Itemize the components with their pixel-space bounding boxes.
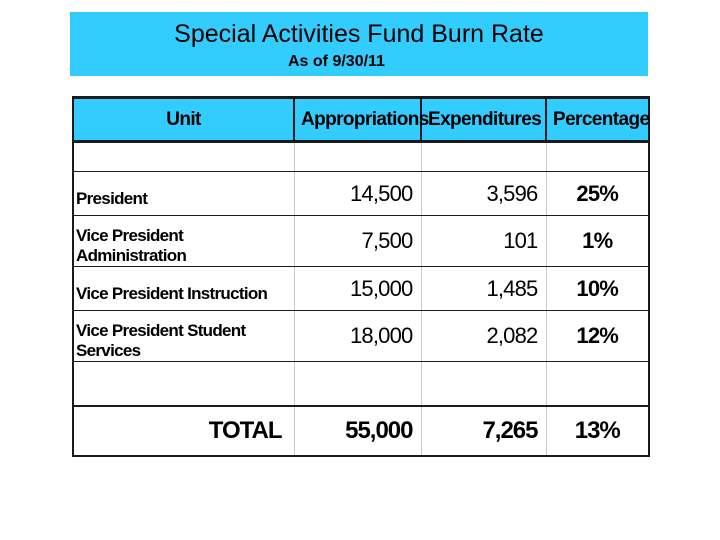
cell-appropriations: 15,000 — [294, 267, 421, 311]
column-header-appropriations: Appropriations — [294, 98, 421, 142]
cell-expenditures: 3,596 — [421, 172, 546, 216]
cell-appropriations: 14,500 — [294, 172, 421, 216]
cell-unit: President — [73, 172, 294, 216]
cell-percentage: 25% — [546, 172, 649, 216]
total-appropriations: 55,000 — [294, 406, 421, 456]
table-header-row — [73, 98, 649, 142]
cell-percentage: 12% — [546, 311, 649, 362]
cell-appropriations: 7,500 — [294, 216, 421, 267]
title-banner — [70, 12, 648, 76]
cell-unit: Vice President Instruction — [73, 267, 294, 311]
table-row — [73, 216, 649, 267]
cell-expenditures: 101 — [421, 216, 546, 267]
table-row — [73, 172, 649, 216]
table-row — [73, 267, 649, 311]
total-expenditures: 7,265 — [421, 406, 546, 456]
column-header-expenditures: Expenditures — [421, 98, 546, 142]
cell-percentage: 1% — [546, 216, 649, 267]
total-row — [73, 406, 649, 456]
spacer-row — [73, 142, 649, 172]
spacer-row — [73, 362, 649, 406]
total-label: TOTAL — [73, 406, 294, 456]
column-header-unit: Unit — [73, 98, 294, 142]
cell-appropriations: 18,000 — [294, 311, 421, 362]
cell-unit: Vice President Administration — [73, 216, 294, 267]
burn-rate-table-container — [72, 96, 648, 442]
cell-percentage: 10% — [546, 267, 649, 311]
page-subtitle: As of 9/30/11 — [288, 53, 385, 70]
table-row — [73, 311, 649, 362]
cell-expenditures: 2,082 — [421, 311, 546, 362]
total-percentage: 13% — [546, 406, 649, 456]
page-title: Special Activities Fund Burn Rate — [174, 20, 544, 48]
column-header-percentage: Percentage — [546, 98, 649, 142]
burn-rate-table — [72, 96, 650, 457]
cell-unit: Vice President Student Services — [73, 311, 294, 362]
cell-expenditures: 1,485 — [421, 267, 546, 311]
